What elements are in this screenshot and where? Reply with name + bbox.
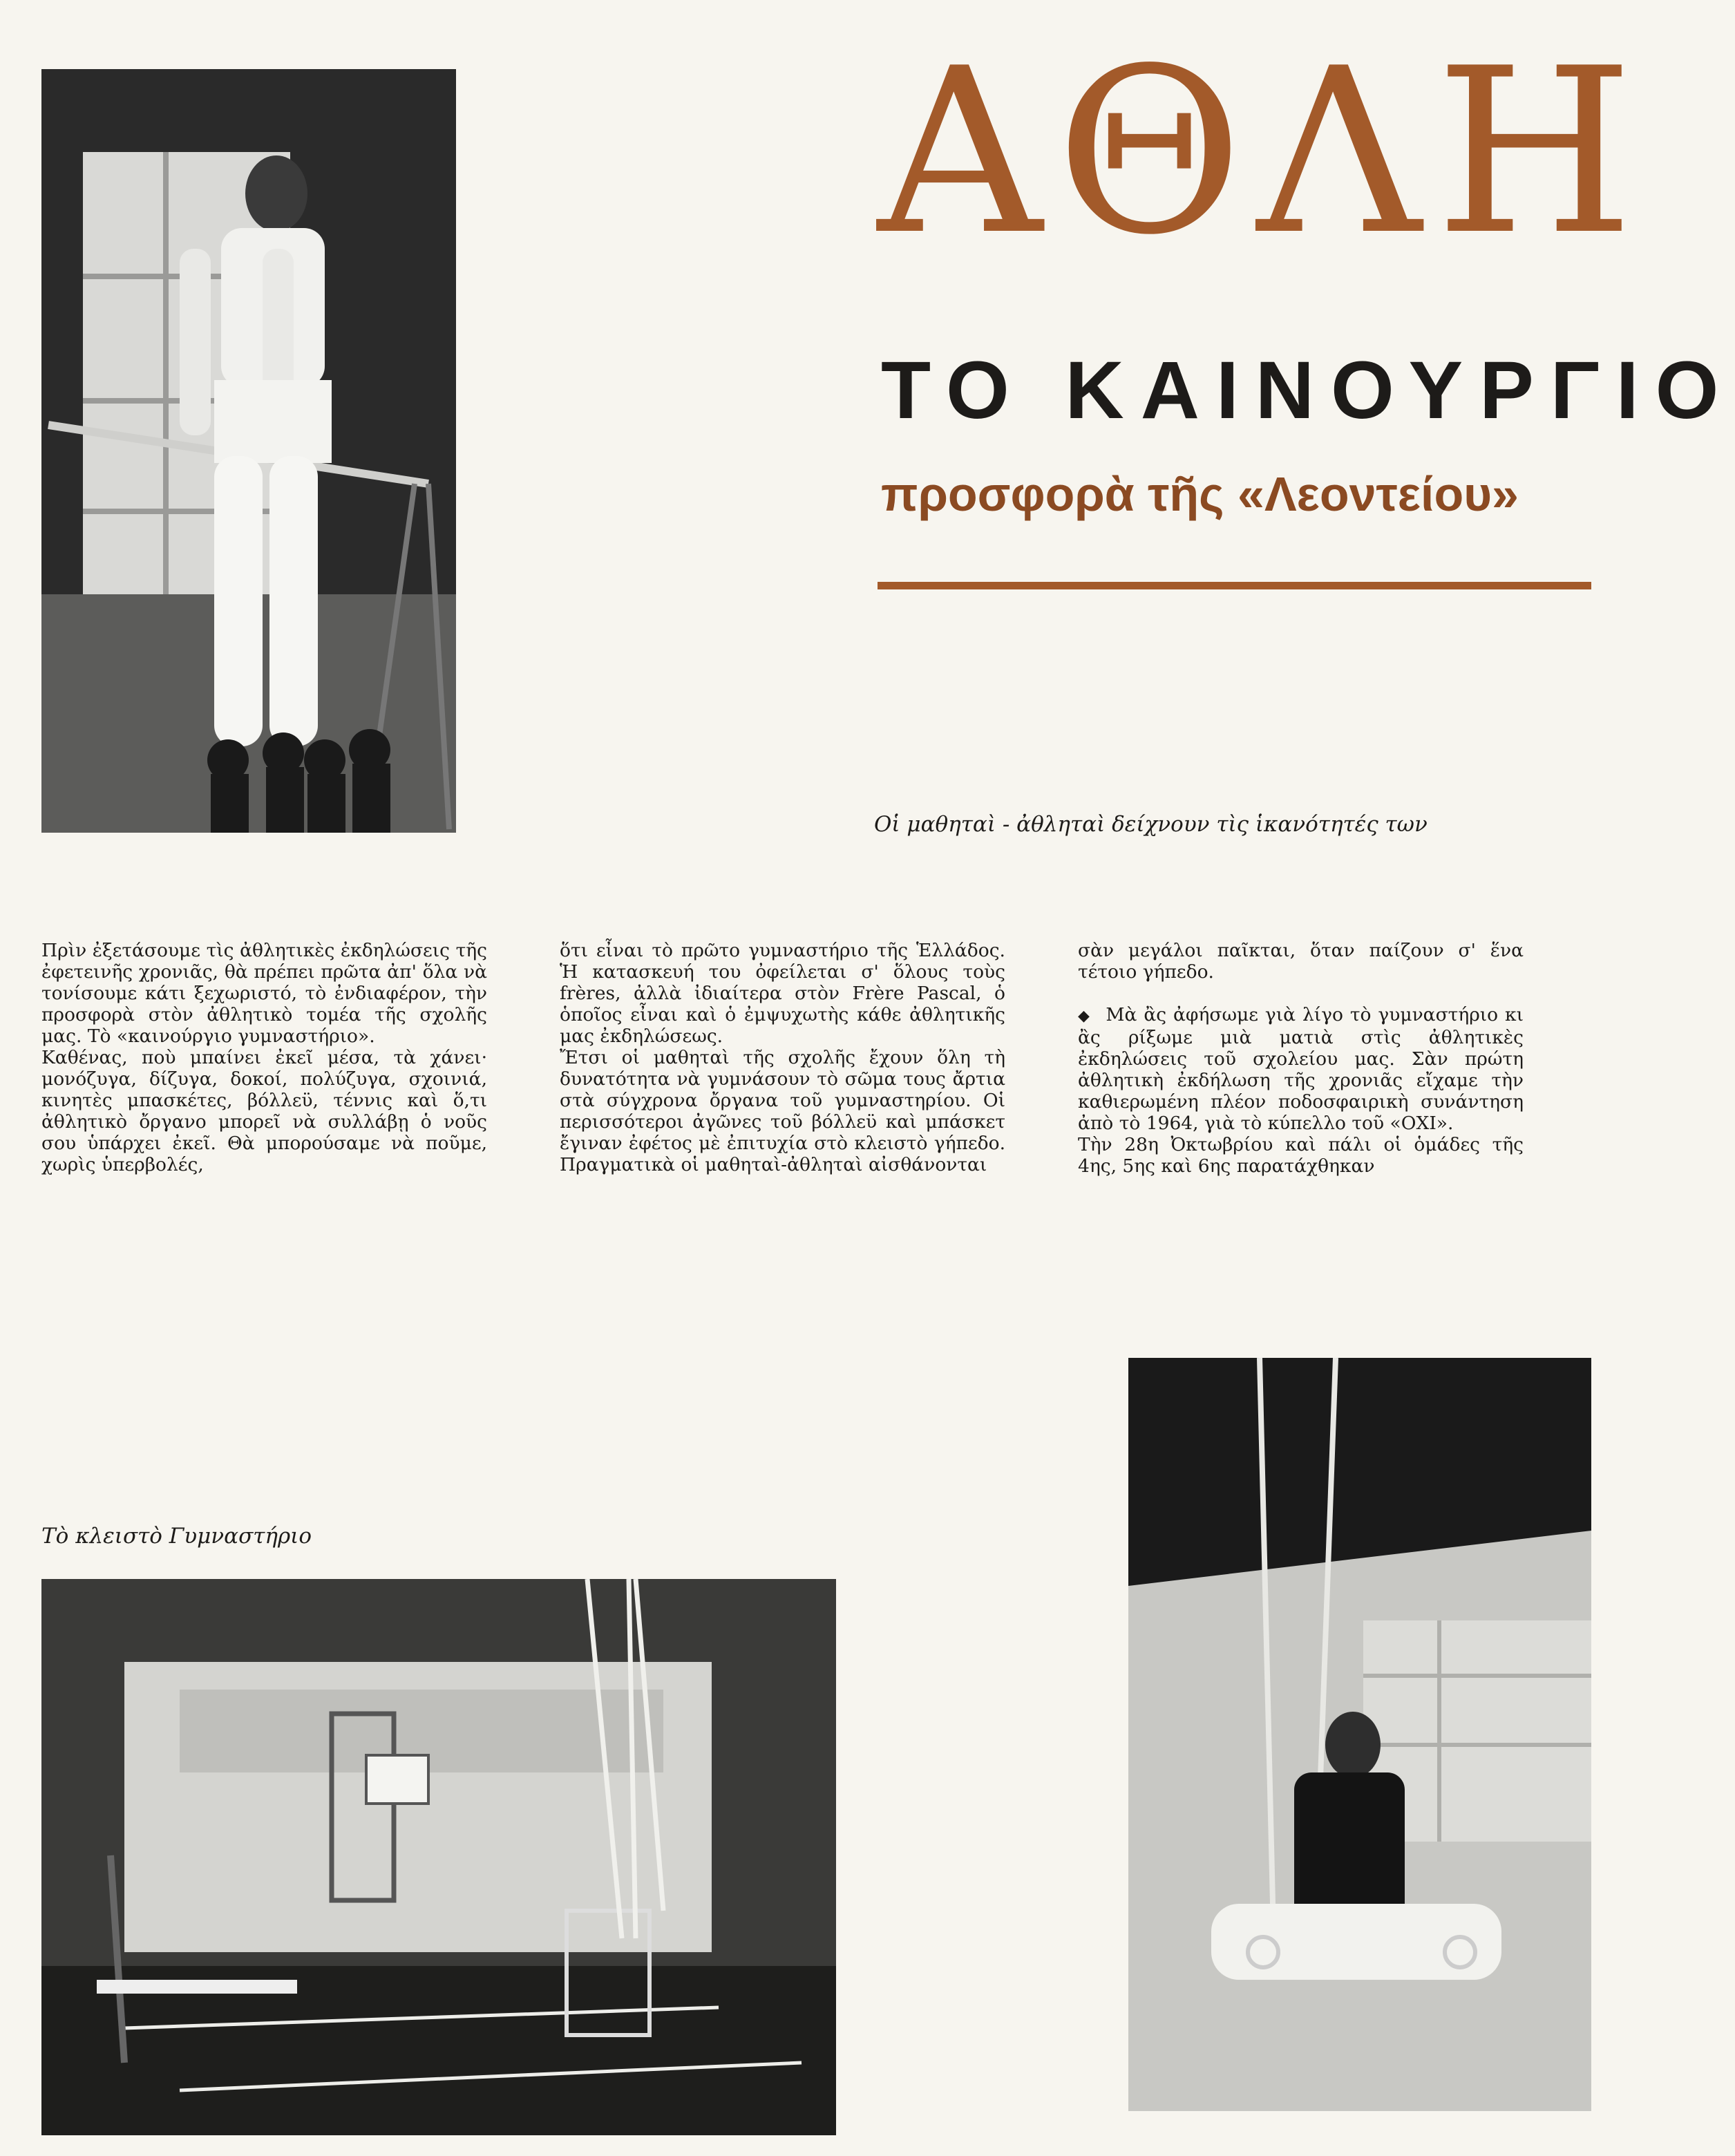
photo-gymnast-bar bbox=[41, 69, 456, 833]
text-column-2 bbox=[560, 940, 1005, 1175]
paragraph: σὰν μεγάλοι παῖκται, ὅταν παίζουν σ' ἕνα τέτοιο γήπεδο. bbox=[1078, 940, 1524, 983]
text-column-3 bbox=[1078, 940, 1524, 1177]
paragraph: Ἔτσι οἱ μαθηταὶ τῆς σχολῆς ἔχουν ὅλη τὴ δυνατότητα νὰ γυμνάσουν τὸ σῶμα τους ἄρτια στὰ σύγχρονα ὄργανα τοῦ γυμναστηρίου. Οἱ περισσότεροι ἀγῶνες τοῦ βόλλεϋ καὶ μπάσκετ ἔγιναν ἐφέτος μὲ ἐπιτυχία στὸ κλειστὸ γήπεδο. Πραγματικὰ οἱ μαθηταὶ-ἀθληταὶ αἰσθάνονται bbox=[560, 1047, 1005, 1175]
text-column-1 bbox=[41, 940, 487, 1175]
headline: ΤΟ ΚΑΙΝΟΥΡΓΙΟ bbox=[881, 345, 1735, 436]
photo-gymnast-bar-graphic bbox=[41, 69, 456, 833]
tagline: προσφορὰ τῆς «Λεοντείου» bbox=[881, 467, 1519, 521]
photo-gym-interior bbox=[41, 1579, 836, 2135]
diamond-bullet-icon: ◆ bbox=[1078, 1008, 1091, 1025]
photo-gym-interior-graphic bbox=[41, 1579, 836, 2135]
paragraph: ὅτι εἶναι τὸ πρῶτο γυμναστήριο τῆς Ἑλλάδος. Ἡ κατασκευή του ὀφείλεται σ' ὅλους τοὺς frères, ἀλλὰ ἰδιαίτερα στὸν Frère Pascal, ὁ ὁποῖος εἶναι καὶ ὁ ἐμψυχωτὴς κάθε ἀθλητικῆς μας ἐκδηλώσεως. bbox=[560, 940, 1005, 1047]
page-title: ΑΘΛΗ bbox=[878, 19, 1648, 285]
paragraph bbox=[1078, 1004, 1524, 1134]
paragraph: Τὴν 28η Ὀκτωβρίου καὶ πάλι οἱ ὁμάδες τῆς 4ης, 5ης καὶ 6ης παρατάχθηκαν bbox=[1078, 1134, 1524, 1177]
accent-rule bbox=[878, 582, 1591, 589]
caption-athletes: Οἱ μαθηταὶ - ἀθληταὶ δείχνουν τὶς ἱκανότητές των bbox=[874, 812, 1428, 837]
photo-gymnast-rings bbox=[1128, 1358, 1591, 2111]
paragraph-text: Μὰ ἂς ἀφήσωμε γιὰ λίγο τὸ γυμναστήριο κι ἂς ρίξωμε μιὰ ματιὰ στὶς ἀθλητικὲς ἐκδηλώσεις τοῦ σχολείου μας. Σὰν πρώτη ἀθλητικὴ ἐκδήλωση τῆς χρονιᾶς εἴχαμε τὴν καθιερωμένη πλέον ποδοσφαιρικὴ συνάντηση ἀπὸ τὸ 1964, γιὰ τὸ κύπελλο τοῦ «ΟΧΙ». bbox=[1078, 1004, 1524, 1134]
caption-gym: Τὸ κλειστὸ Γυμναστήριο bbox=[41, 1524, 312, 1549]
paragraph: Καθένας, ποὺ μπαίνει ἐκεῖ μέσα, τὰ χάνει· μονόζυγα, δίζυγα, δοκοί, πολύζυγα, σχοινιά, κινητὲς μπασκέτες, βόλλεϋ, τέννις καὶ ὅ,τι ἀθλητικὸ ὄργανο μπορεῖ νὰ συλλάβῃ ὁ νοῦς σου ὑπάρχει ἐκεῖ. Θὰ μπορούσαμε νὰ ποῦμε, χωρὶς ὑπερβολές, bbox=[41, 1047, 487, 1175]
paragraph: Πρὶν ἐξετάσουμε τὶς ἀθλητικὲς ἐκδηλώσεις τῆς ἐφετεινῆς χρονιᾶς, θὰ πρέπει πρῶτα ἀπ' ὅλα νὰ τονίσουμε κάτι ξεχωριστό, τὸ ἐνδιαφέρον, τὴν προσφορὰ στὸν ἀθλητικὸ τομέα τῆς σχολῆς μας. Τὸ «καινούργιο γυμναστήριο». bbox=[41, 940, 487, 1047]
photo-gymnast-rings-graphic bbox=[1128, 1358, 1591, 2111]
